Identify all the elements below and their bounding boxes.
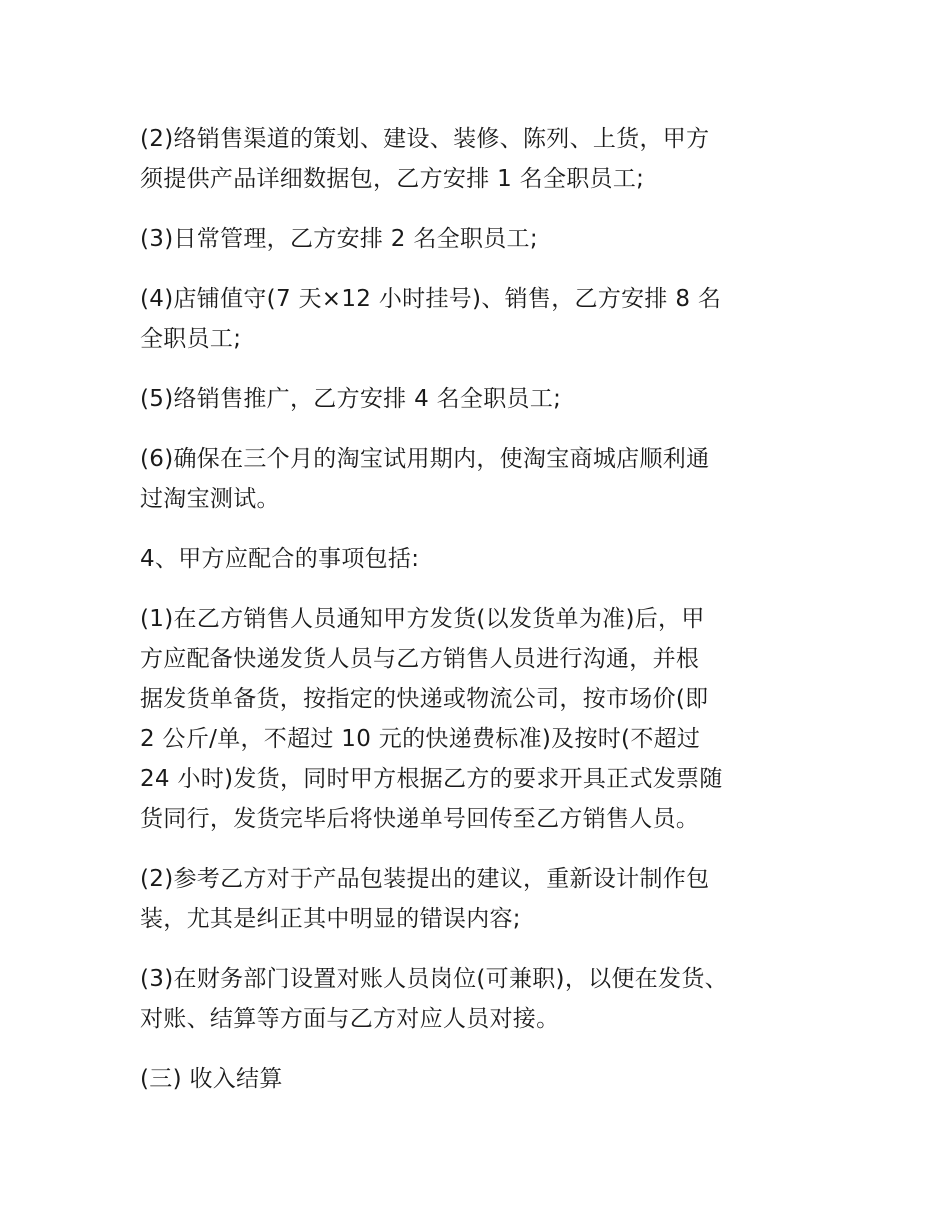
paragraph-line: (4)店铺值守(7 天×12 小时挂号)、销售，乙方安排 8 名 <box>140 286 722 312</box>
paragraph-line: (3)日常管理，乙方安排 2 名全职员工; <box>140 226 538 252</box>
paragraph-line: (3)在财务部门设置对账人员岗位(可兼职)，以便在发货、 <box>140 966 728 992</box>
paragraph-line: (2)络销售渠道的策划、建设、装修、陈列、上货，甲方 <box>140 126 710 152</box>
paragraph-line: 货同行，发货完毕后将快递单号回传至乙方销售人员。 <box>140 806 700 832</box>
paragraph-line: 据发货单备货，按指定的快递或物流公司，按市场价(即 <box>140 686 709 712</box>
paragraph-line: (2)参考乙方对于产品包装提出的建议，重新设计制作包 <box>140 866 710 892</box>
paragraph-item-5-promotion <box>140 379 820 419</box>
paragraph-party-a-item-1-shipping <box>140 599 820 839</box>
paragraph-line: 过淘宝测试。 <box>140 486 280 512</box>
paragraph-item-4-store-duty <box>140 279 820 359</box>
paragraph-item-2-channel-setup <box>140 119 820 199</box>
paragraph-party-a-item-2-packaging <box>140 859 820 939</box>
paragraph-line: 装，尤其是纠正其中明显的错误内容; <box>140 906 521 932</box>
paragraph-section-4-heading <box>140 539 820 579</box>
paragraph-line: 须提供产品详细数据包，乙方安排 1 名全职员工; <box>140 166 645 192</box>
paragraph-section-3-income-settlement <box>140 1059 820 1099</box>
paragraph-line: (6)确保在三个月的淘宝试用期内，使淘宝商城店顺利通 <box>140 446 710 472</box>
paragraph-line: 全职员工; <box>140 326 242 352</box>
paragraph-line: (5)络销售推广，乙方安排 4 名全职员工; <box>140 386 562 412</box>
paragraph-item-6-taobao-trial <box>140 439 820 519</box>
paragraph-item-3-daily-management <box>140 219 820 259</box>
paragraph-party-a-item-3-accounting <box>140 959 820 1039</box>
paragraph-line: 方应配备快递发货人员与乙方销售人员进行沟通，并根 <box>140 646 700 672</box>
paragraph-line: 4、甲方应配合的事项包括: <box>140 546 420 572</box>
document-body <box>140 119 820 1119</box>
paragraph-line: 2 公斤/单，不超过 10 元的快递费标准)及按时(不超过 <box>140 726 701 752</box>
paragraph-line: (1)在乙方销售人员通知甲方发货(以发货单为准)后，甲 <box>140 606 705 632</box>
paragraph-line: (三) 收入结算 <box>140 1066 283 1092</box>
paragraph-line: 24 小时)发货，同时甲方根据乙方的要求开具正式发票随 <box>140 766 723 792</box>
paragraph-line: 对账、结算等方面与乙方对应人员对接。 <box>140 1006 560 1032</box>
